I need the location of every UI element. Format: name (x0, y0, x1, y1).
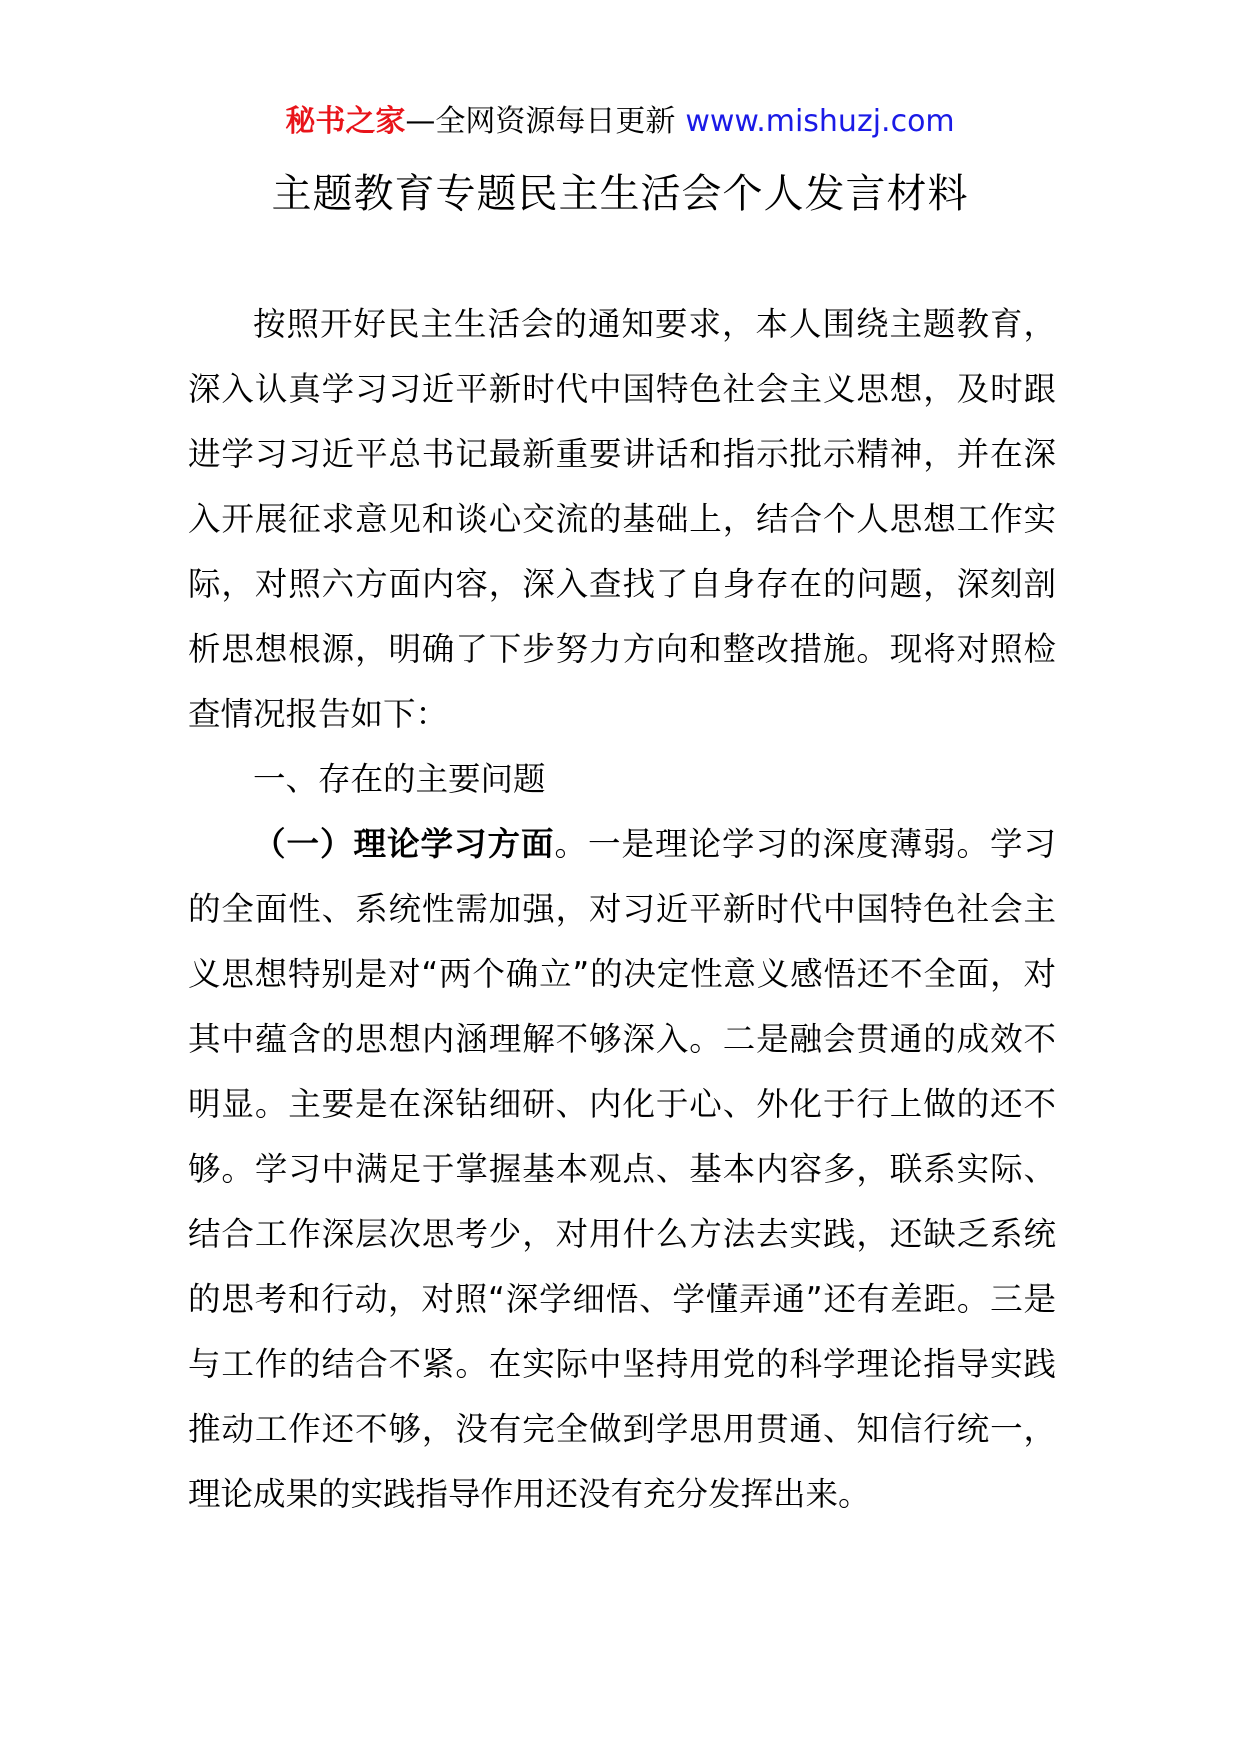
theory-study-text: 。一是理论学习的深度薄弱。学习的全面性、系统性需加强，对习近平新时代中国特色社会主义思想特别是对“两个确立”的决定性意义感悟还不全面，对其中蕴含的思想内涵理解不够深入。二是融会贯通的成效不明显。主要是在深钻细研、内化于心、外化于行上做的还不够。学习中满足于掌握基本观点、基本内容多，联系实际、结合工作深层次思考少，对用什么方法去实践，还缺乏系统的思考和行动，对照“深学细悟、学懂弄通”还有差距。三是与工作的结合不紧。在实际中坚持用党的科学理论指导实践推动工作还不够，没有完全做到学思用贯通、知信行统一，理论成果的实践指导作用还没有充分发挥出来。 (188, 825, 1056, 1513)
theory-study-subheading: （一）理论学习方面 (253, 825, 555, 863)
site-header (0, 100, 1240, 144)
intro-paragraph: 按照开好民主生活会的通知要求，本人围绕主题教育，深入认真学习习近平新时代中国特色社会主义思想，及时跟进学习习近平总书记最新重要讲话和指示批示精神，并在深入开展征求意见和谈心交流的基础上，结合个人思想工作实际，对照六方面内容，深入查找了自身存在的问题，深刻剖析思想根源，明确了下步努力方向和整改措施。现将对照检查情况报告如下： (188, 305, 1056, 733)
site-brand: 秘书之家 (285, 104, 406, 139)
theory-study-paragraph (188, 812, 1056, 1527)
site-tagline: —全网资源每日更新 (405, 104, 676, 139)
section-heading-problems: 一、存在的主要问题 (253, 760, 546, 798)
document-body (188, 292, 1056, 1527)
site-url-link[interactable]: www.mishuzj.com (685, 104, 955, 139)
document-title: 主题教育专题民主生活会个人发言材料 (271, 171, 969, 217)
